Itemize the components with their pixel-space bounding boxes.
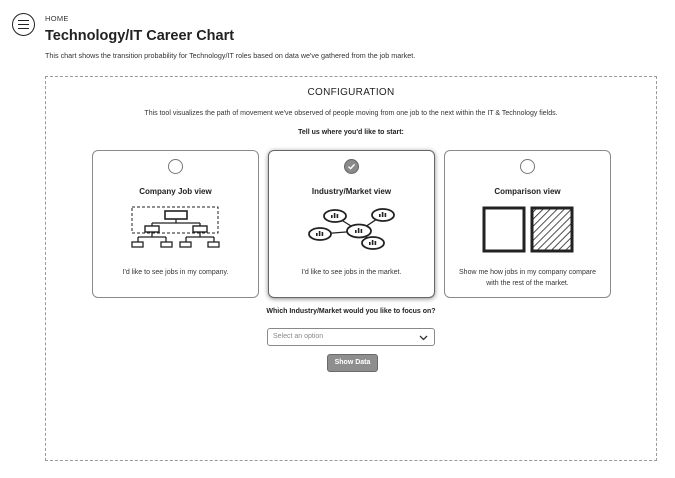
card-title: Company Job view — [139, 187, 212, 196]
config-description: This tool visualizes the path of movement we've observed of people moving from one job to the next within the IT & Technology fields. — [144, 110, 558, 117]
page-subtitle: This chart shows the transition probability for Technology/IT roles based on data we've gathered from the job market. — [45, 51, 416, 60]
org-chart-icon — [131, 206, 221, 252]
card-description: I'd like to see jobs in my company. — [122, 269, 229, 276]
company-job-view-radio[interactable] — [168, 159, 183, 174]
config-title: CONFIGURATION — [307, 87, 395, 98]
menu-icon[interactable] — [12, 13, 35, 36]
breadcrumb[interactable]: HOME — [45, 14, 69, 23]
comparison-view-radio[interactable] — [520, 159, 535, 174]
focus-question: Which Industry/Market would you like to focus on? — [266, 308, 436, 315]
comparison-icon — [482, 206, 574, 254]
card-description: Show me how jobs in my company compare with the rest of the market. — [459, 269, 596, 287]
configuration-panel — [45, 76, 657, 461]
page-title: Technology/IT Career Chart — [45, 28, 235, 44]
select-placeholder: Select an option — [273, 333, 324, 340]
card-title: Comparison view — [494, 187, 561, 196]
comparison-view-card[interactable] — [444, 150, 611, 298]
config-prompt: Tell us where you'd like to start: — [298, 129, 404, 136]
chevron-down-icon — [419, 333, 428, 342]
industry-market-view-card[interactable] — [268, 150, 435, 298]
market-select[interactable] — [267, 328, 435, 346]
card-title: Industry/Market view — [311, 187, 392, 196]
industry-market-view-radio[interactable] — [344, 159, 359, 174]
company-job-view-card[interactable] — [92, 150, 259, 298]
card-description: I'd like to see jobs in the market. — [301, 269, 402, 276]
show-data-button[interactable]: Show Data — [327, 354, 378, 372]
market-network-icon — [304, 206, 400, 252]
check-icon — [347, 162, 356, 171]
